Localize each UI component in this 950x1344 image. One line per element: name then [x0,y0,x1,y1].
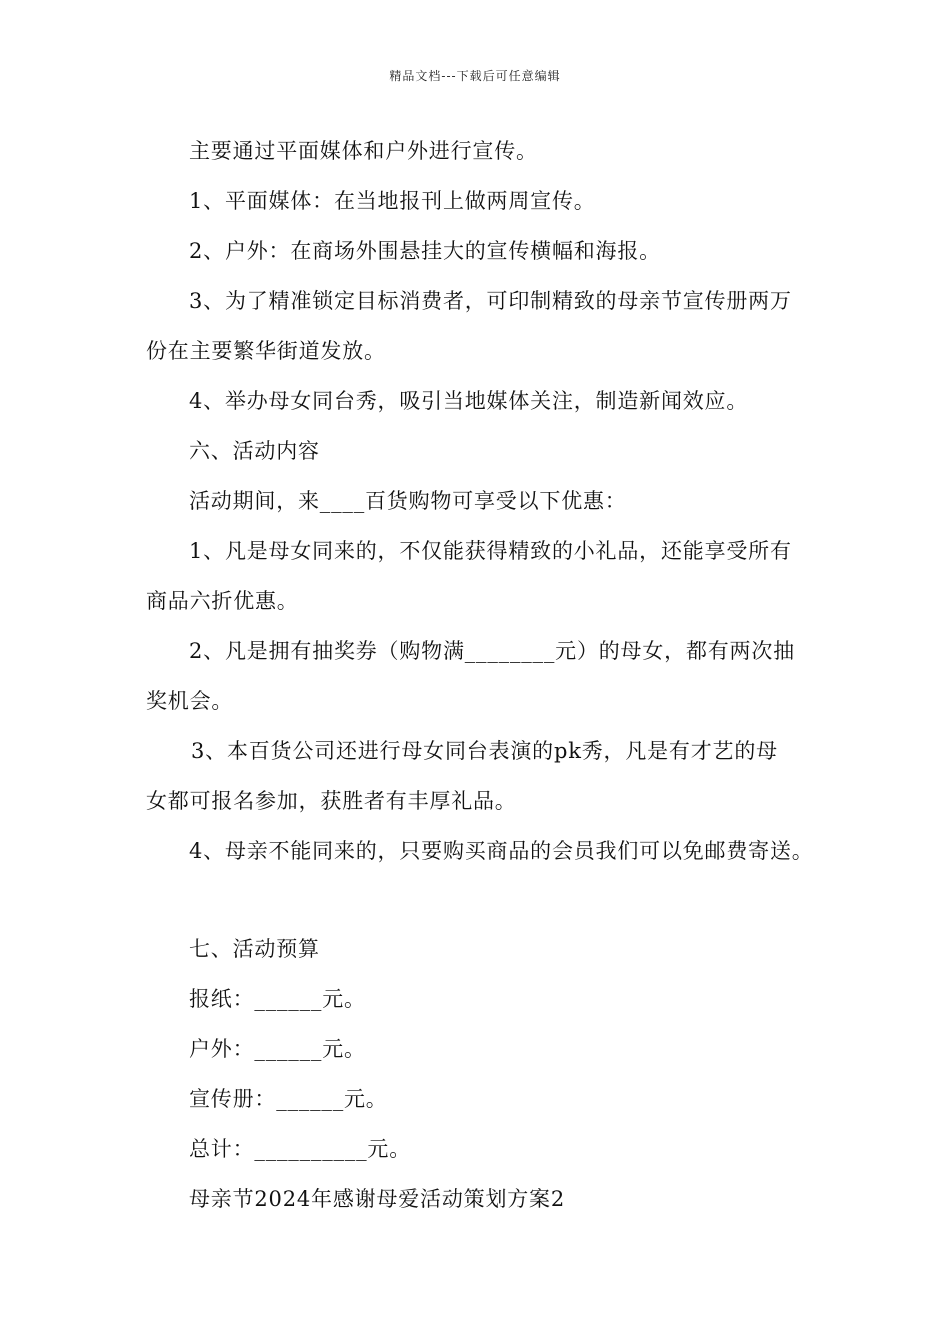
paragraph-line: 奖机会。 [146,689,234,713]
budget-line: 报纸：______元。 [189,987,366,1011]
paragraph-line: 4、母亲不能同来的，只要购买商品的会员我们可以免邮费寄送。 [189,839,814,863]
budget-line: 宣传册：______元。 [189,1087,388,1111]
section-heading: 六、活动内容 [189,439,320,463]
paragraph-line: 2、户外：在商场外围悬挂大的宣传横幅和海报。 [189,239,661,263]
paragraph-line: 活动期间，来____百货购物可享受以下优惠： [189,489,627,513]
document-title: 母亲节2024年感谢母爱活动策划方案2 [189,1187,566,1211]
paragraph-line: 主要通过平面媒体和户外进行宣传。 [189,139,538,163]
paragraph-line: 份在主要繁华街道发放。 [146,339,386,363]
paragraph-line: 商品六折优惠。 [146,589,299,613]
paragraph-line: 1、平面媒体：在当地报刊上做两周宣传。 [189,189,596,213]
paragraph-line: 1、凡是母女同来的，不仅能获得精致的小礼品，还能享受所有 [189,539,792,563]
paragraph-line: 3、本百货公司还进行母女同台表演的pk秀，凡是有才艺的母 [191,739,778,763]
section-heading: 七、活动预算 [189,937,320,961]
page-header: 精品文档---下载后可任意编辑 [389,69,561,83]
paragraph-line: 3、为了精准锁定目标消费者，可印制精致的母亲节宣传册两万 [189,289,792,313]
paragraph-line: 2、凡是拥有抽奖券（购物满________元）的母女，都有两次抽 [189,639,795,663]
paragraph-line: 4、举办母女同台秀，吸引当地媒体关注，制造新闻效应。 [189,389,749,413]
paragraph-line: 女都可报名参加，获胜者有丰厚礼品。 [146,789,517,813]
budget-line: 户外：______元。 [189,1037,366,1061]
budget-total-line: 总计：__________元。 [189,1137,411,1161]
